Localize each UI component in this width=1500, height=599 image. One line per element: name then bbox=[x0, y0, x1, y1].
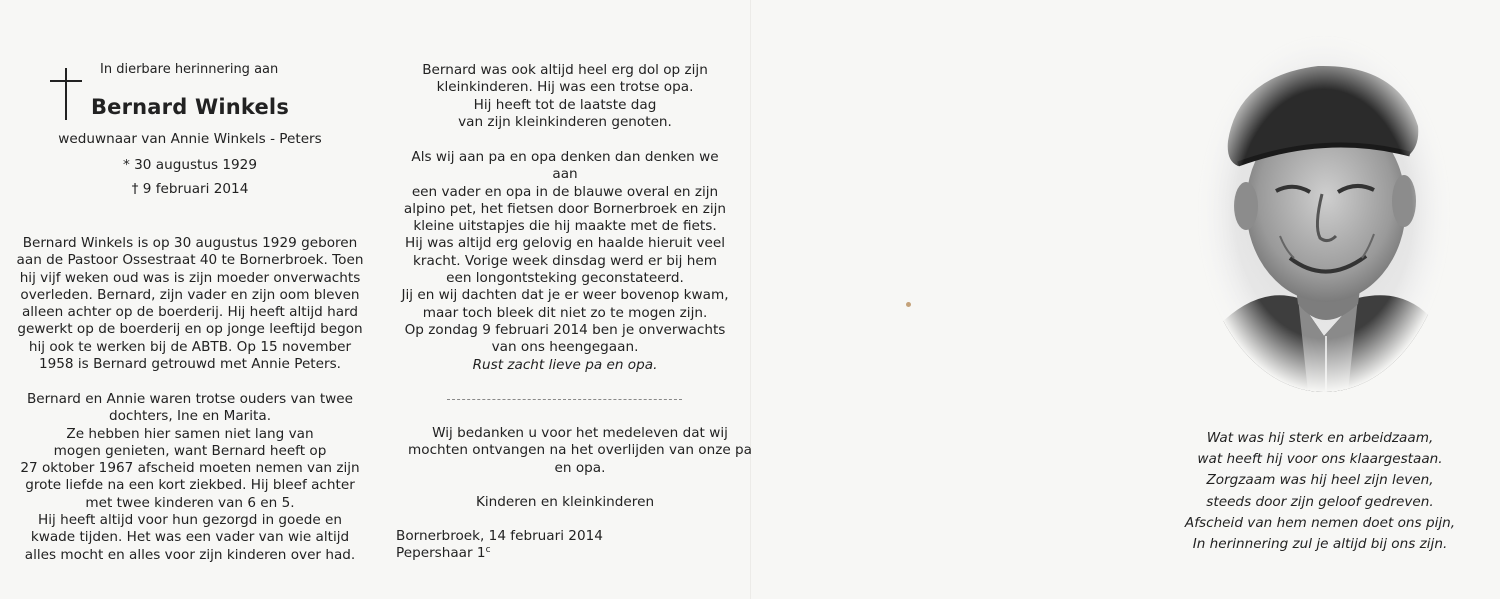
card-fold bbox=[750, 0, 751, 599]
text-line: 27 oktober 1967 afscheid moeten nemen van zijn bbox=[20, 460, 360, 477]
portrait-photo bbox=[1198, 36, 1450, 392]
text-line: Bernard was ook altijd heel erg dol op zijn bbox=[422, 62, 708, 78]
poem-line: Zorgzaam was hij heel zijn leven, bbox=[1206, 472, 1434, 489]
text-line: en opa. bbox=[554, 459, 606, 476]
text-line: kleinkinderen. Hij was een trotse opa. bbox=[436, 79, 694, 96]
birth-date: * 30 augustus 1929 bbox=[123, 157, 257, 173]
text-line: mochten ontvangen na het overlijden van onze pa bbox=[408, 442, 752, 459]
cross-icon bbox=[50, 68, 82, 120]
intro-text: In dierbare herinnering aan bbox=[100, 62, 279, 77]
text-line: Bernard Winkels is op 30 augustus 1929 geboren bbox=[22, 235, 358, 251]
address-suffix: c bbox=[485, 545, 491, 555]
text-line: Als wij aan pa en opa denken dan denken we aan bbox=[411, 149, 719, 183]
place-date: Bornerbroek, 14 februari 2014 bbox=[396, 528, 603, 544]
text-line: Hij heeft altijd voor hun gezorgd in goede en bbox=[37, 512, 343, 529]
text-line: van ons heengegaan. bbox=[491, 339, 639, 356]
widower-text: weduwnaar van Annie Winkels - Peters bbox=[58, 131, 322, 147]
text-line: alpino pet, het fietsen door Bornerbroek en zijn bbox=[403, 200, 727, 217]
text-line: hij ook te werken bij de ABTB. Op 15 november bbox=[28, 338, 352, 355]
poem-line: wat heeft hij voor ons klaargestaan. bbox=[1197, 451, 1443, 468]
dashed-divider bbox=[447, 399, 682, 400]
text-line: gewerkt op de boerderij en op jonge leeftijd begon bbox=[17, 321, 363, 338]
text-line: overleden. Bernard, zijn vader en zijn oom bleven bbox=[20, 286, 360, 303]
text-line: Hij was altijd erg gelovig en haalde hieruit veel bbox=[404, 235, 725, 252]
family-signature: Kinderen en kleinkinderen bbox=[475, 494, 655, 510]
address-street: Pepershaar 1 bbox=[396, 545, 486, 561]
poem-line: In herinnering zul je altijd bij ons zijn. bbox=[1192, 536, 1448, 553]
biography-paragraph-2 bbox=[0, 391, 380, 564]
text-line: grote liefde na een kort ziekbed. Hij bleef achter bbox=[25, 477, 355, 494]
text-line: alleen achter op de boerderij. Hij heeft altijd hard bbox=[21, 304, 359, 321]
poem-line: steeds door zijn geloof gedreven. bbox=[1206, 493, 1434, 510]
text-line: Ze hebben hier samen niet lang van bbox=[66, 425, 314, 442]
text-line: hij vijf weken oud was is zijn moeder onverwachts bbox=[19, 269, 361, 286]
text-line: Op zondag 9 februari 2014 ben je onverwachts bbox=[404, 321, 726, 338]
rest-in-peace-text: Rust zacht lieve pa en opa. bbox=[472, 357, 658, 373]
text-line: kleine uitstapjes die hij maakte met de fiets. bbox=[413, 218, 717, 235]
text-line: een vader en opa in de blauwe overal en zijn bbox=[411, 183, 719, 200]
text-line: een longontsteking geconstateerd. bbox=[446, 270, 684, 287]
thanks-paragraph bbox=[400, 425, 760, 477]
text-line: mogen genieten, want Bernard heeft op bbox=[53, 442, 327, 459]
text-line: kracht. Vorige week dinsdag werd er bij hem bbox=[413, 252, 717, 269]
text-line: met twee kinderen van 6 en 5. bbox=[85, 494, 295, 511]
text-line: aan de Pastoor Ossestraat 40 te Bornerbroek. Toen bbox=[16, 252, 364, 269]
text-line: alles mocht en alles voor zijn kinderen over had. bbox=[24, 546, 356, 563]
biography-paragraph-1 bbox=[0, 235, 380, 373]
poem bbox=[1150, 428, 1490, 555]
paper-speck bbox=[906, 302, 911, 307]
text-line: Wij bedanken u voor het medeleven dat wij bbox=[432, 425, 728, 441]
text-line: 1958 is Bernard getrouwd met Annie Peters. bbox=[38, 356, 341, 373]
text-line: Hij heeft tot de laatste dag bbox=[473, 96, 657, 113]
memories-paragraph-2 bbox=[400, 149, 730, 357]
text-line: Jij en wij dachten dat je er weer bovenop kwam, bbox=[401, 287, 729, 304]
text-line: maar toch bleek dit niet zo te mogen zijn. bbox=[422, 304, 708, 321]
text-line: Bernard en Annie waren trotse ouders van twee bbox=[26, 391, 354, 407]
poem-line: Wat was hij sterk en arbeidzaam, bbox=[1206, 430, 1434, 446]
text-line: kwade tijden. Het was een vader van wie altijd bbox=[30, 529, 350, 546]
text-line: van zijn kleinkinderen genoten. bbox=[458, 113, 672, 130]
poem-line: Afscheid van hem nemen doet ons pijn, bbox=[1184, 514, 1456, 531]
memories-paragraph-1 bbox=[400, 62, 730, 131]
address bbox=[396, 545, 491, 562]
text-line: dochters, Ine en Marita. bbox=[108, 408, 272, 425]
death-date: † 9 februari 2014 bbox=[131, 181, 249, 197]
deceased-name: Bernard Winkels bbox=[90, 95, 290, 119]
